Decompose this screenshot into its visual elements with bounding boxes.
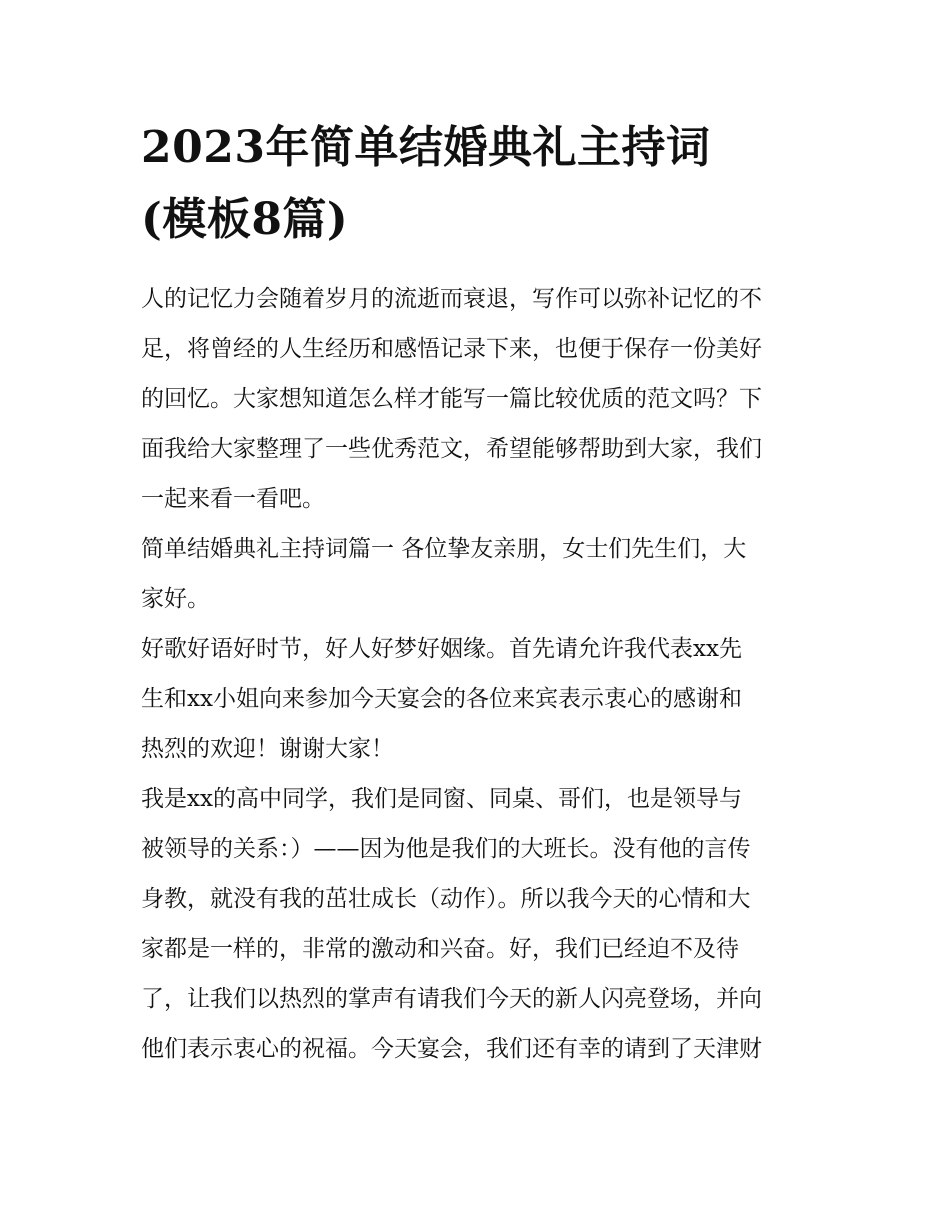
title-line-1: 2023年简单结婚典礼主持词 [141, 122, 711, 173]
paragraph-intro [141, 274, 821, 524]
text-line: 的回忆。大家想知道怎么样才能写一篇比较优质的范文吗？下 [141, 386, 762, 412]
text-line: 足，将曾经的人生经历和感悟记录下来，也便于保存一份美好 [141, 336, 762, 362]
text-line: 热烈的欢迎！谢谢大家！ [141, 736, 394, 762]
paragraph-section-one [141, 524, 821, 624]
document-body [141, 274, 821, 1074]
text-line: 家都是一样的，非常的激动和兴奋。好，我们已经迫不及待 [141, 936, 739, 962]
text-line: 我是xx的高中同学，我们是同窗、同桌、哥们，也是领导与 [141, 786, 742, 812]
title-line-2: (模板8篇) [141, 194, 349, 245]
document-title [141, 118, 821, 250]
text-line: 简单结婚典礼主持词篇一 各位挚友亲朋，女士们先生们，大 [141, 536, 747, 562]
text-line: 家好。 [141, 586, 210, 612]
text-line: 他们表示衷心的祝福。今天宴会，我们还有幸的请到了天津财 [141, 1036, 762, 1062]
paragraph-welcome [141, 624, 821, 774]
text-line: 生和xx小姐向来参加今天宴会的各位来宾表示衷心的感谢和 [141, 686, 742, 712]
document-page [141, 118, 821, 1074]
text-line: 了，让我们以热烈的掌声有请我们今天的新人闪亮登场，并向 [141, 986, 762, 1012]
text-line: 面我给大家整理了一些优秀范文，希望能够帮助到大家，我们 [141, 436, 762, 462]
text-line: 身教，就没有我的茁壮成长（动作）。所以我今天的心情和大 [141, 886, 751, 912]
text-line: 被领导的关系：）——因为他是我们的大班长。没有他的言传 [141, 836, 751, 862]
text-line: 人的记忆力会随着岁月的流逝而衰退，写作可以弥补记忆的不 [141, 286, 762, 312]
text-line: 好歌好语好时节，好人好梦好姻缘。首先请允许我代表xx先 [141, 636, 742, 662]
text-line: 一起来看一看吧。 [141, 486, 325, 512]
paragraph-introduction [141, 774, 821, 1074]
